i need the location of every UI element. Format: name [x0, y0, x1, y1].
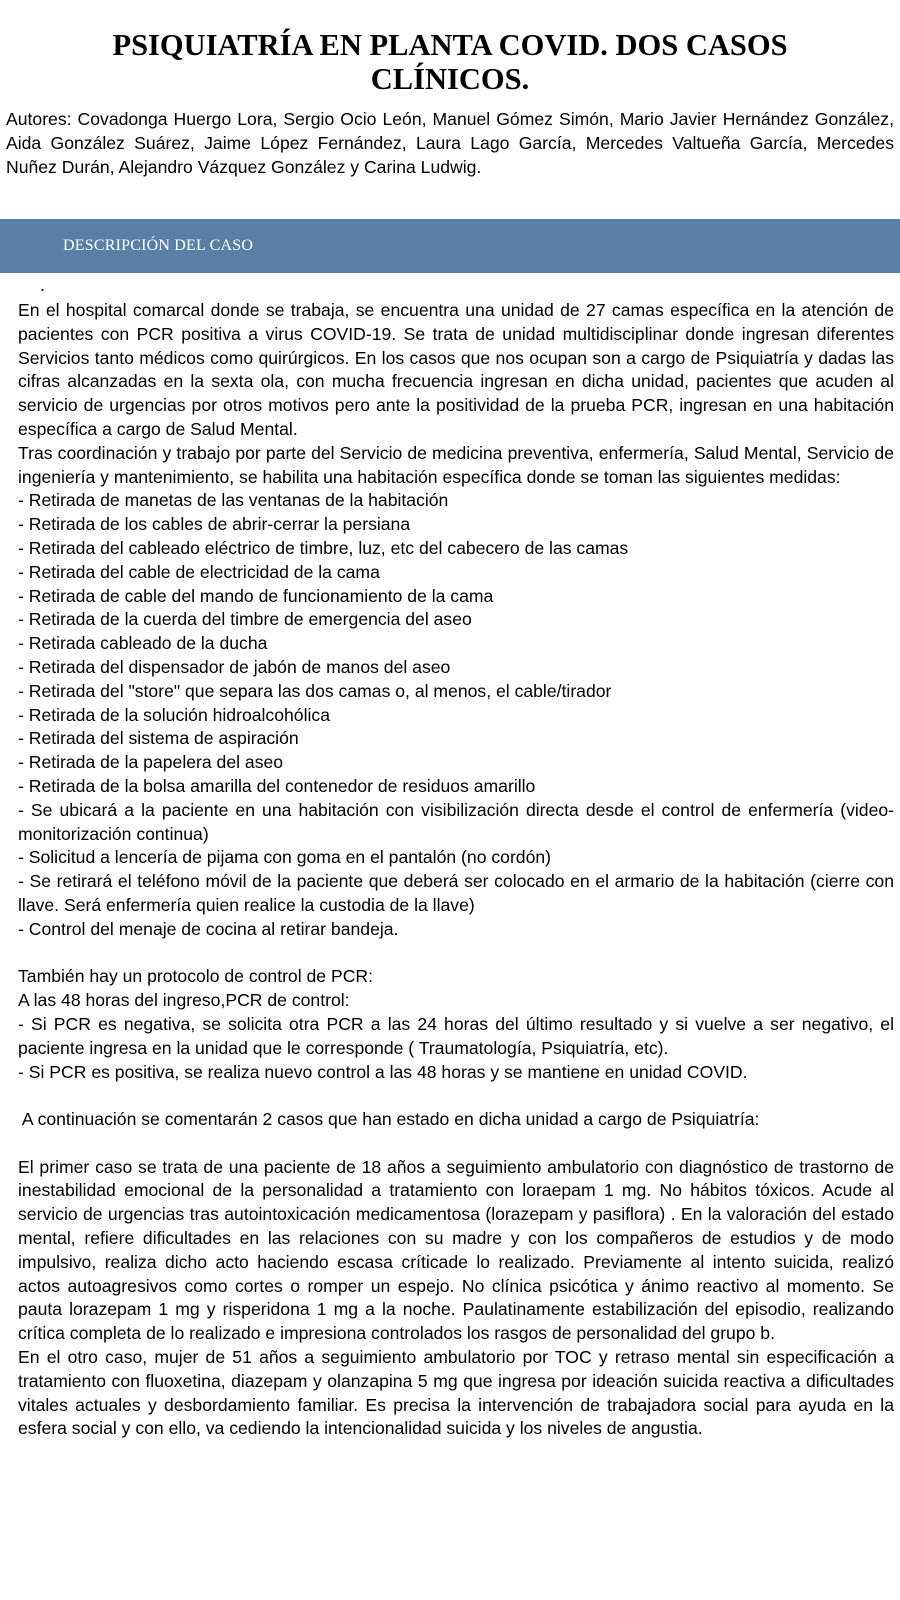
measure-item: - Retirada del "store" que separa las dos camas o, al menos, el cable/tirador	[18, 680, 612, 701]
measure-item: - Retirada del dispensador de jabón de manos del aseo	[18, 656, 451, 677]
intro-paragraph: Tras coordinación y trabajo por parte del Servicio de medicina preventiva, enfermería, Salud Mental, Servicio de ingeniería y mantenimiento, se habilita una habitación específica donde se toman las siguientes medidas:	[18, 442, 894, 487]
measure-item: - Retirada de la papelera del aseo	[18, 752, 284, 773]
case-one-paragraph: El primer caso se trata de una paciente de 18 años a seguimiento ambulatorio con diagnóstico de trastorno de inestabilidad emocional de la personalidad a tratamiento con loraepam 1 mg. No hábitos tóxicos. Acude al servicio de urgencias tras autointoxicación medicamentosa (lorazepam y pasiflora) . En la valoración del estado mental, refiere dificultades en las relaciones con su madre y con los compañeros de estudios y de modo impulsivo, realiza dicho acto haciendo escasa críticade lo realizado. Previamente al intento suicida, realizó actos autoagresivos como cortes o romper un espejo. No clínica psicótica y ánimo reactivo al momento. Se pauta lorazepam 1 mg y risperidona 1 mg a la noche. Paulatinamente estabilización del episodio, realizando crítica completa de lo realizado e impresiona controlados los rasgos de personalidad del grupo b.	[18, 1156, 894, 1344]
measure-item: - Retirada de manetas de las ventanas de la habitación	[18, 490, 449, 511]
section-header-bar	[0, 219, 900, 273]
measure-item: - Se ubicará a la paciente en una habitación con visibilización directa desde el control de enfermería (video-monitorización continua)	[18, 799, 894, 844]
measure-item: - Retirada del sistema de aspiración	[18, 728, 299, 749]
page-title: PSIQUIATRÍA EN PLANTA COVID. DOS CASOS CLÍNICOS.	[112, 28, 788, 96]
measure-item: - Solicitud a lencería de pijama con goma en el pantalón (no cordón)	[18, 847, 552, 868]
authors-line: Autores: Covadonga Huergo Lora, Sergio Ocio León, Manuel Gómez Simón, Mario Javier Hernández González, Aida González Suárez, Jaime López Fernández, Laura Lago García, Mercedes Valtueña García, Mercedes Nuñez Durán, Alejandro Vázquez González y Carina Ludwig.	[6, 109, 894, 177]
spacer	[18, 1084, 894, 1108]
pcr-item: - Si PCR es positiva, se realiza nuevo control a las 48 horas y se mantiene en unidad COVID.	[18, 1061, 748, 1082]
spacer	[18, 1132, 894, 1156]
measure-item: - Retirada de los cables de abrir-cerrar la persiana	[18, 514, 411, 535]
intro-paragraph: En el hospital comarcal donde se trabaja, se encuentra una unidad de 27 camas específica en la atención de pacientes con PCR positiva a virus COVID-19. Se trata de unidad multidisciplinar donde ingresan diferentes Servicios tanto médicos como quirúrgicos. En los casos que nos ocupan son a cargo de Psiquiatría y dadas las cifras alcanzadas en la sexta ola, con mucha frecuencia ingresan en dicha unidad, pacientes que acuden al servicio de urgencias por otros motivos pero ante la positividad de la prueba PCR, ingresan en una habitación específica a cargo de Salud Mental.	[18, 300, 894, 439]
measure-item: - Retirada del cableado eléctrico de timbre, luz, etc del cabecero de las camas	[18, 537, 629, 558]
measures-list	[18, 489, 894, 941]
measure-item: - Retirada del cable de electricidad de la cama	[18, 561, 380, 582]
measure-item: - Retirada de cable del mando de funcionamiento de la cama	[18, 585, 494, 606]
pcr-item: - Si PCR es negativa, se solicita otra PCR a las 24 horas del último resultado y si vuelve a ser negativo, el paciente ingresa en la unidad que le corresponde ( Traumatología, Psiquiatría, etc).	[18, 1013, 894, 1058]
measure-item: - Retirada de la solución hidroalcohólica	[18, 704, 330, 725]
cases-intro: A continuación se comentarán 2 casos que han estado en dicha unidad a cargo de Psiquiatría:	[18, 1109, 760, 1130]
pcr-48h-line: A las 48 horas del ingreso,PCR de control:	[18, 990, 350, 1011]
case-description	[18, 299, 894, 1441]
section-dot: .	[40, 275, 46, 295]
spacer	[18, 942, 894, 966]
measure-item: - Retirada de la cuerda del timbre de emergencia del aseo	[18, 609, 472, 630]
measure-item: - Retirada cableado de la ducha	[18, 633, 268, 654]
measure-item: - Retirada de la bolsa amarilla del contenedor de residuos amarillo	[18, 775, 536, 796]
pcr-protocol-intro: También hay un protocolo de control de PCR:	[18, 966, 374, 987]
section-title: DESCRIPCIÓN DEL CASO	[63, 237, 254, 254]
measure-item: - Control del menaje de cocina al retirar bandeja.	[18, 918, 399, 939]
case-two-paragraph: En el otro caso, mujer de 51 años a seguimiento ambulatorio por TOC y retraso mental sin especificación a tratamiento con fluoxetina, diazepam y olanzapina 5 mg que ingresa por ideación suicida reactiva a dificultades vitales actuales y desbordamiento familiar. Es precisa la intervención de trabajadora social para ayuda en la esfera social y con ello, va cediendo la intencionalidad suicida y los niveles de angustia.	[18, 1347, 894, 1439]
measure-item: - Se retirará el teléfono móvil de la paciente que deberá ser colocado en el armario de la habitación (cierre con llave. Será enfermería quien realice la custodia de la llave)	[18, 871, 894, 915]
